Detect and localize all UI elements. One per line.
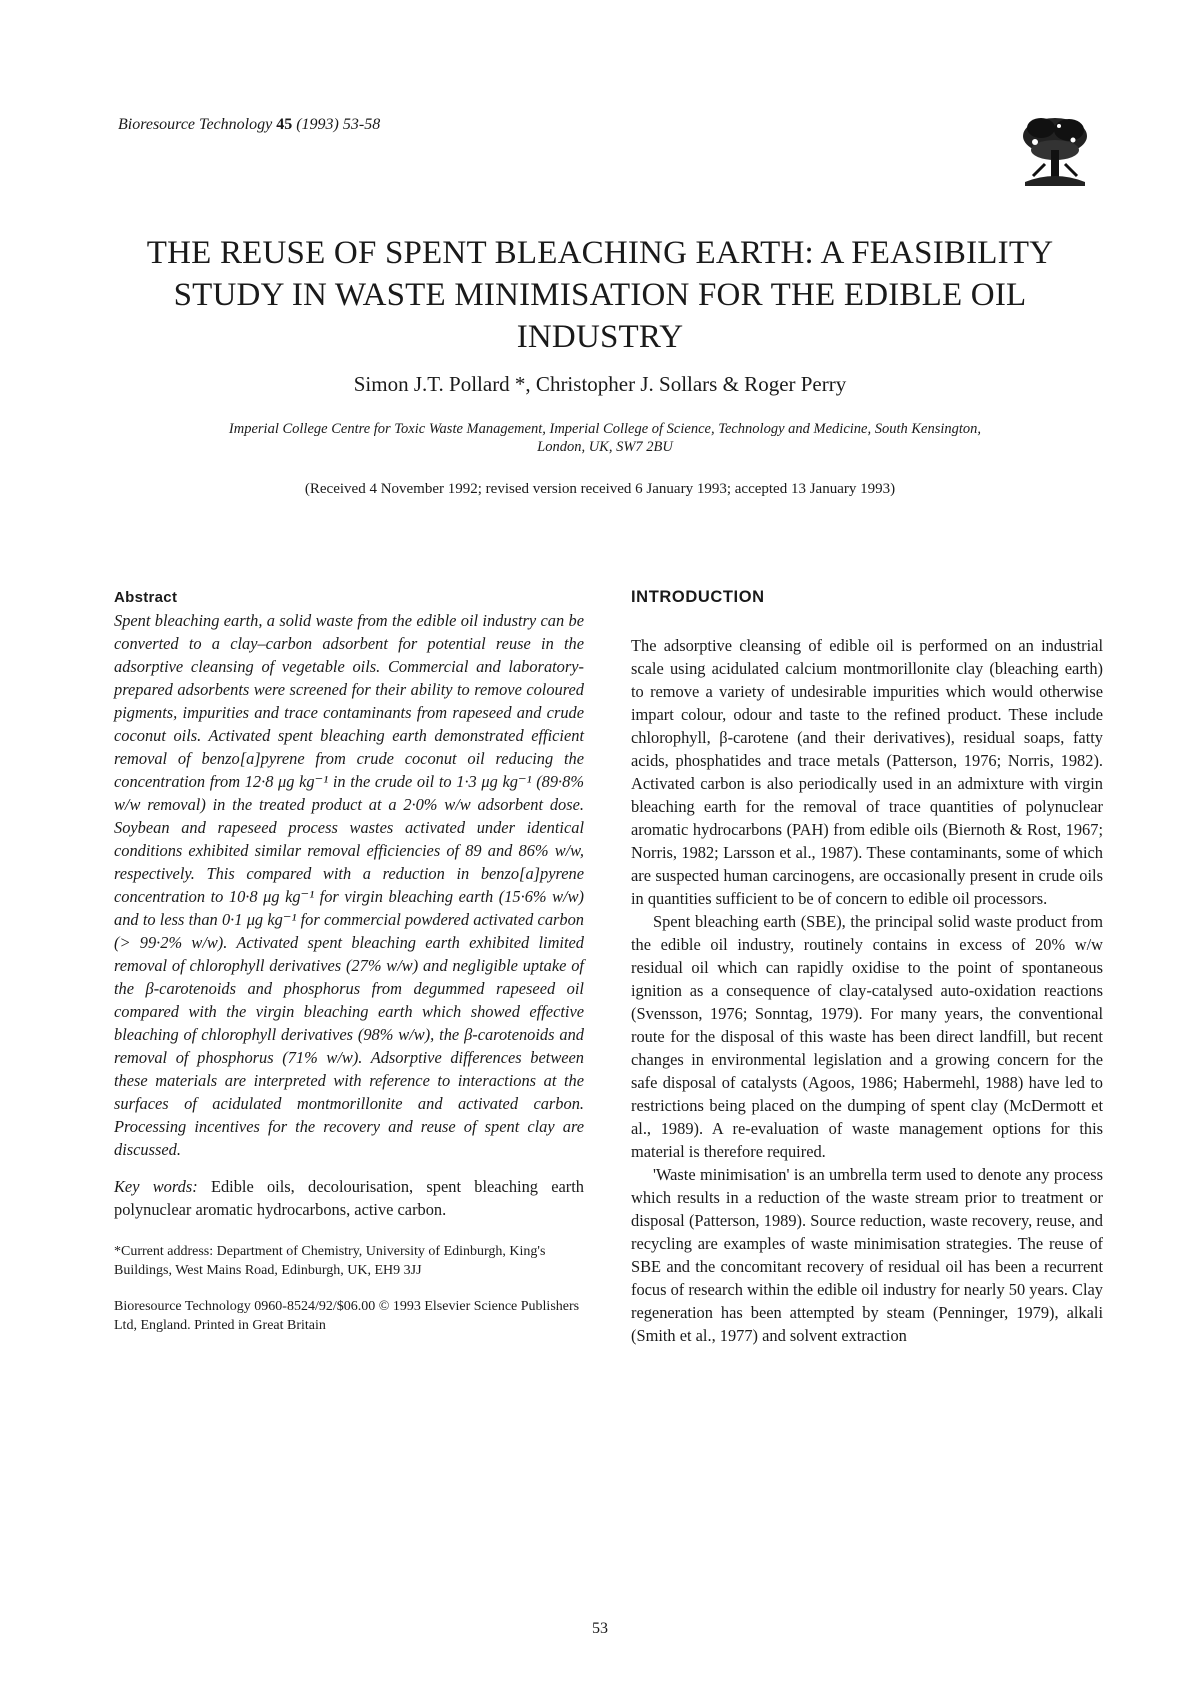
author-footnote: *Current address: Department of Chemistry, University of Edinburgh, King's Buildings, West Mains Road, Edinburgh, UK, EH9 3JJ: [114, 1244, 546, 1278]
author-list: Simon J.T. Pollard *, Christopher J. Sollars & Roger Perry: [353, 372, 847, 396]
intro-paragraph: Spent bleaching earth (SBE), the principal solid waste product from the edible oil industry, routinely contains in excess of 20% w/w residual oil which can rapidly oxidise to the point of spontaneous ignition as a consequence of clay-catalysed auto-oxidation reactions (Svensson, 1976; Sonntag, 1979). For many years, the conventional route for the disposal of this waste has been direct landfill, but recent changes in environmental legislation and a growing concern for the safe disposal of catalysts (Agoos, 1986; Habermehl, 1988) have led to restrictions being placed on the dumping of spent clay (McDermott et al., 1989). A re-evaluation of waste management options for this material is therefore required.: [631, 912, 1103, 1161]
right-column: [631, 586, 1103, 1347]
elsevier-tree-logo-icon: [1015, 112, 1095, 188]
abstract-heading: Abstract: [114, 589, 178, 606]
page-number: 53: [592, 1620, 608, 1637]
journal-year-pages: (1993) 53-58: [296, 116, 381, 133]
intro-paragraph: 'Waste minimisation' is an umbrella term used to denote any process which results in a reduction of the waste stream prior to treatment or disposal (Patterson, 1989). Source reduction, waste recovery, reuse, and recycling are examples of waste minimisation strategies. The reuse of SBE and the concomitant recovery of residual oil has been a recurrent focus of research within the edible oil industry for nearly 50 years. Clay regeneration has been attempted by steam (Penninger, 1979), alkali (Smith et al., 1977) and solvent extraction: [631, 1165, 1103, 1345]
affiliation-line: Imperial College Centre for Toxic Waste Management, Imperial College of Science, Technology and Medicine, South Kensington,: [228, 421, 982, 437]
title-line: STUDY IN WASTE MINIMISATION FOR THE EDIBLE OIL: [173, 277, 1027, 313]
received-dates: (Received 4 November 1992; revised version received 6 January 1993; accepted 13 January 1993): [304, 481, 896, 497]
journal-volume: 45: [276, 116, 293, 133]
title-line: INDUSTRY: [516, 319, 684, 355]
affiliation-line: London, UK, SW7 2BU: [537, 439, 673, 455]
abstract-text: Spent bleaching earth, a solid waste from the edible oil industry can be converted to a clay–carbon adsorbent for potential reuse in the adsorptive cleansing of vegetable oils. Commercial and laboratory-prepared adsorbents were screened for their ability to remove coloured pigments, impurities and trace contaminants from rapeseed and crude coconut oils. Activated spent bleaching earth demonstrated efficient removal of benzo[a]pyrene from crude coconut oil reducing the concentration from 12·8 μg kg⁻¹ in the crude oil to 1·3 μg kg⁻¹ (89·8% w/w removal) in the treated product at a 2·0% w/w adsorbent dose. Soybean and rapeseed process wastes activated under identical conditions exhibited similar removal efficiencies of 89 and 86% w/w, respectively. This compared with a reduction in benzo[a]pyrene concentration to 10·8 μg kg⁻¹ for virgin bleaching earth (15·6% w/w) and to less than 0·1 μg kg⁻¹ for commercial powdered activated carbon (> 99·2% w/w). Activated spent bleaching earth exhibited limited removal of chlorophyll derivatives (27% w/w) and negligible uptake of the β-carotenoids and phosphorus from degummed rapeseed oil compared with the virgin bleaching earth which showed effective bleaching of chlorophyll derivatives (98% w/w), the β-carotenoids and removal of phosphorus (71% w/w). Adsorptive differences between these materials are interpreted with reference to interactions at the surfaces of acidulated montmorillonite and activated carbon. Processing incentives for the recovery and reuse of spent clay are discussed.: [114, 611, 584, 1159]
keywords-text: Edible oils, decolourisation, spent bleaching earth polynuclear aromatic hydrocarbons, active carbon.: [114, 1177, 584, 1219]
keywords-label: Key words:: [114, 1177, 198, 1196]
intro-paragraph: The adsorptive cleansing of edible oil is performed on an industrial scale using acidulated calcium montmorillonite clay (bleaching earth) to remove a variety of undesirable impurities which would otherwise impart colour, odour and taste to the refined product. These include chlorophyll, β-carotene (and their derivatives), residual soaps, fatty acids, phosphatides and trace metals (Patterson, 1976; Norris, 1982). Activated carbon is also periodically used in an admixture with virgin bleaching earth for the removal of trace quantities of polynuclear aromatic hydrocarbons (PAH) from edible oils (Biernoth & Rost, 1967; Norris, 1982; Larsson et al., 1987). These contaminants, some of which are suspected human carcinogens, are occasionally present in crude oils in quantities sufficient to be of concern to edible oil processors.: [631, 636, 1103, 908]
copyright-notice: Bioresource Technology 0960-8524/92/$06.00 © 1993 Elsevier Science Publishers Ltd, England. Printed in Great Britain: [114, 1299, 580, 1333]
journal-name: Bioresource Technology: [118, 116, 273, 133]
left-column: [114, 586, 584, 1335]
journal-citation: [118, 116, 380, 134]
title-line: THE REUSE OF SPENT BLEACHING EARTH: A FEASIBILITY: [146, 235, 1054, 271]
affiliation: [110, 420, 1100, 456]
introduction-heading: INTRODUCTION: [631, 588, 765, 606]
keywords: [114, 1175, 584, 1221]
article-title: [60, 232, 1140, 358]
